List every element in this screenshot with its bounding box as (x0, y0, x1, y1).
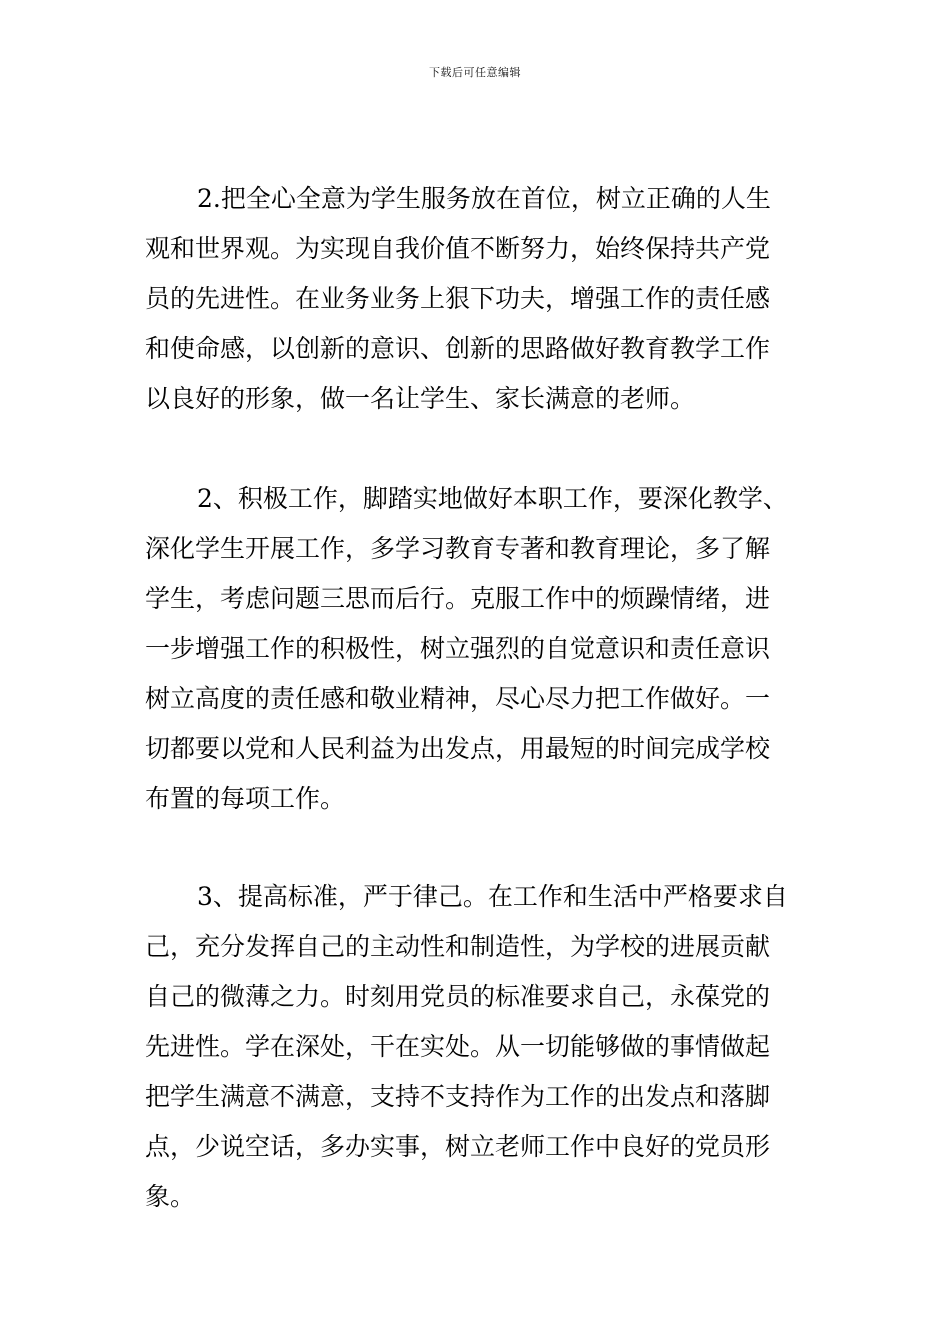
paragraph-line: 学生，考虑问题三思而后行。克服工作中的烦躁情绪，进 (145, 584, 771, 613)
paragraph-line: 和使命感，以创新的意识、创新的思路做好教育教学工作 (145, 334, 771, 363)
paragraph-1 (145, 174, 807, 424)
paragraph-line: 树立高度的责任感和敬业精神，尽心尽力把工作做好。一 (145, 684, 771, 713)
paragraph-line: 切都要以党和人民利益为出发点，用最短的时间完成学校 (145, 734, 771, 763)
paragraph-line: 把学生满意不满意，支持不支持作为工作的出发点和落脚 (145, 1082, 771, 1111)
paragraph-line: 3、提高标准，严于律己。在工作和生活中严格要求自 (197, 882, 788, 911)
paragraph-line: 2、积极工作，脚踏实地做好本职工作，要深化教学、 (197, 484, 788, 513)
paragraph-line: 先进性。学在深处，干在实处。从一切能够做的事情做起 (145, 1032, 771, 1061)
paragraph-line: 点，少说空话，多办实事，树立老师工作中良好的党员形 (145, 1132, 771, 1161)
paragraph-line: 深化学生开展工作，多学习教育专著和教育理论，多了解 (145, 534, 771, 563)
paragraph-line: 员的先进性。在业务业务上狠下功夫，增强工作的责任感 (145, 284, 771, 313)
paragraph-line: 观和世界观。为实现自我价值不断努力，始终保持共产党 (145, 234, 771, 263)
paragraph-line: 己，充分发挥自己的主动性和制造性，为学校的进展贡献 (145, 932, 771, 961)
paragraph-3 (145, 872, 807, 1222)
paragraph-line: 2.把全心全意为学生服务放在首位，树立正确的人生 (197, 184, 771, 213)
paragraph-line: 布置的每项工作。 (145, 784, 346, 813)
paragraph-line: 以良好的形象，做一名让学生、家长满意的老师。 (145, 384, 696, 413)
paragraph-2 (145, 474, 807, 824)
paragraph-line: 自己的微薄之力。时刻用党员的标准要求自己，永葆党的 (145, 982, 771, 1011)
page-header: 下载后可任意编辑 (429, 66, 521, 79)
paragraph-line: 一步增强工作的积极性，树立强烈的自觉意识和责任意识 (145, 634, 771, 663)
paragraph-line: 象。 (145, 1182, 196, 1211)
